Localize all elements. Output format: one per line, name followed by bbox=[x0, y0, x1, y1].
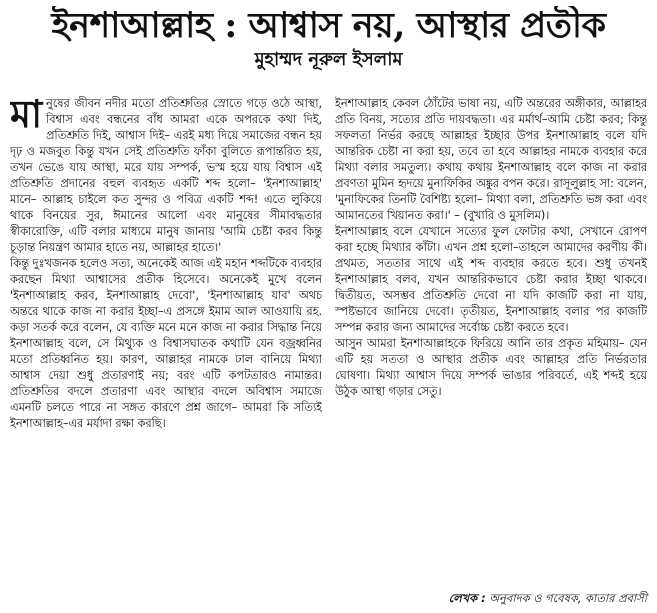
article-headline: ইনশাআল্লাহ : আশ্বাস নয়, আস্থার প্রতীক bbox=[51, 6, 606, 46]
author-label: লেখক : bbox=[448, 591, 486, 605]
article-paragraph-2: কিন্তু দুঃখজনক হলেও সত্য, অনেকেই আজ এই মহান শব্দটিকে ব্যবহার করছেন মিথ্যা আশ্বাসের প্রতীক হিসেবে। অনেকেই মুখে বলেন 'ইনশাআল্লাহ করব, ইনশাআল্লাহ দেবো', 'ইনশাআল্লাহ যাব' অথচ অন্তরে থাকে কাজ না করার ইচ্ছা–এ প্রসঙ্গে ইমাম আল আওযায়ি রহ. কড়া সতর্ক করে বলেন, যে ব্যক্তি মনে মনে কাজ না করার সিদ্ধান্ত নিয়ে ইনশাআল্লাহ বলে, সে মিথ্যুক ও বিশ্বাসঘাতক কথাটি যেন বজ্রধ্বনির মতো প্রতিধ্বনিত হয়। কারণ, আল্লাহর নামকে ঢাল বানিয়ে মিথ্যা আশ্বাস দেয়া শুধু প্রতারণাই নয়; বরং এটি কপটতারও নামান্তর। প্রতিশ্রুতির বদলে প্রতারণা এবং আস্থার বদলে অবিশ্বাস সমাজে এমনটি চলতে পারে না সঙ্গত কারণে প্রশ্ন জাগে– আমরা কি সত্যিই ইনশাআল্লাহ–এর মর্যাদা রক্ষা করছি। bbox=[10, 256, 322, 430]
author-credit bbox=[449, 590, 647, 609]
drop-cap: মা bbox=[10, 95, 43, 136]
paragraph-1-text: নুষের জীবন নদীর মতো প্রতিশ্রুতির স্রোতে গড়ে ওঠে আস্থা, বিশ্বাস এবং বন্ধনের বাঁধ আমরা একে অপরকে কথা দিই, প্রতিশ্রুতি দিই, আশ্বাস দিই– এরই মধ্য দিয়ে সমাজের বন্ধন হয় দৃঢ় ও মজবুত কিন্তু যখন সেই প্রতিশ্রুতি ফাঁকা বুলিতে রূপান্তরিত হয়, তখন ভেঙে যায় আস্থা, মরে যায় সম্পর্ক, ভস্ম হয়ে যায় বিশ্বাস এই প্রতিশ্রুতি প্রদানের বহুল ব্যবহৃত একটি শব্দ হলো– 'ইনশাআল্লাহ' মানে– আল্লাহ চাইলে কত সুন্দর ও পবিত্র একটি শব্দ! এতে লুকিয়ে থাকে বিনয়ের সুর, ঈমানের আলো এবং মানুষের সীমাবদ্ধতার স্বীকারোক্তি, এটি বলার মাধ্যমে মানুষ জানায় 'আমি চেষ্টা করব কিন্তু চূড়ান্ত নিয়ন্ত্রণ আমার হাতে নয়, আল্লাহর হাতে।' bbox=[10, 96, 322, 254]
article-column-left bbox=[10, 95, 322, 607]
author-info: অনুবাদক ও গবেষক, কাতার প্রবাসী bbox=[489, 591, 647, 605]
article-paragraph-5: আসুন আমরা ইনশাআল্লাহকে ফিরিয়ে আনি তার প্রকৃত মহিমায়– যেন এটি হয় সততা ও আস্থার প্রতীক এবং আল্লাহর প্রতি নির্ভরতার ঘোষণা। মিথ্যা আশ্বাস দিয়ে সম্পর্ক ভাঙার পরিবর্তে, এই শব্দই হয়ে উঠুক আস্থা গড়ার সেতু। bbox=[335, 336, 647, 398]
article-byline: মুহাম্মদ নূরুল ইসলাম bbox=[254, 49, 403, 70]
article-column-right bbox=[335, 95, 647, 607]
article-paragraph-3: ইনশাআল্লাহ কেবল ঠোঁটের ভাষা নয়, এটি অন্তরের অঙ্গীকার, আল্লাহর প্রতি বিনয়, সত্যের প্রতি দায়বদ্ধতা। এর মর্মার্থ–আমি চেষ্টা করব; কিন্তু সফলতা নির্ভর করছে আল্লাহর ইচ্ছার উপর ইনশাআল্লাহ বলে যদি আন্তরিক চেষ্টা না করা হয়, তবে তা হবে আল্লাহর নামকে ব্যবহার করে মিথ্যা বলার সমতুল্য। কথায় কথায় ইনশাআল্লাহ বলে কাজ না করার প্রবণতা মুমিন হৃদয়ে মুনাফিকির অঙ্কুর বপন করে। রাসূলুল্লাহ সা: বলেন, 'মুনাফিকের তিনটি বৈশিষ্ট্য হলো– মিথ্যা বলা, প্রতিশ্রুতি ভঙ্গ করা এবং আমানতের খিয়ানত করা।' – (বুখারি ও মুসলিম)। bbox=[335, 96, 647, 222]
article-paragraph-1 bbox=[10, 95, 322, 255]
article-body bbox=[10, 95, 647, 607]
article-paragraph-4: ইনশাআল্লাহ বলে যেখানে সত্যের ফুল ফোটার কথা, সেখানে রোপণ করা হচ্ছে মিথ্যার কাঁটা। এখন প্রশ্ন হলো–তাহলে আমাদের করণীয় কী। প্রথমত, সততার সাথে এই শব্দ ব্যবহার করতে হবে। শুধু তখনই ইনশাআল্লাহ বলব, যখন আন্তরিকভাবে চেষ্টা করার ইচ্ছা থাকবে। দ্বিতীয়ত, অসম্ভব প্রতিশ্রুতি দেবো না যদি কাজটি করা না যায়, স্পষ্টভাবে জানিয়ে দেবো। তৃতীয়ত, ইনশাআল্লাহ বলার পর কাজটি সম্পন্ন করার জন্য আমাদের সর্বোচ্চ চেষ্টা করতে হবে। bbox=[335, 224, 647, 334]
